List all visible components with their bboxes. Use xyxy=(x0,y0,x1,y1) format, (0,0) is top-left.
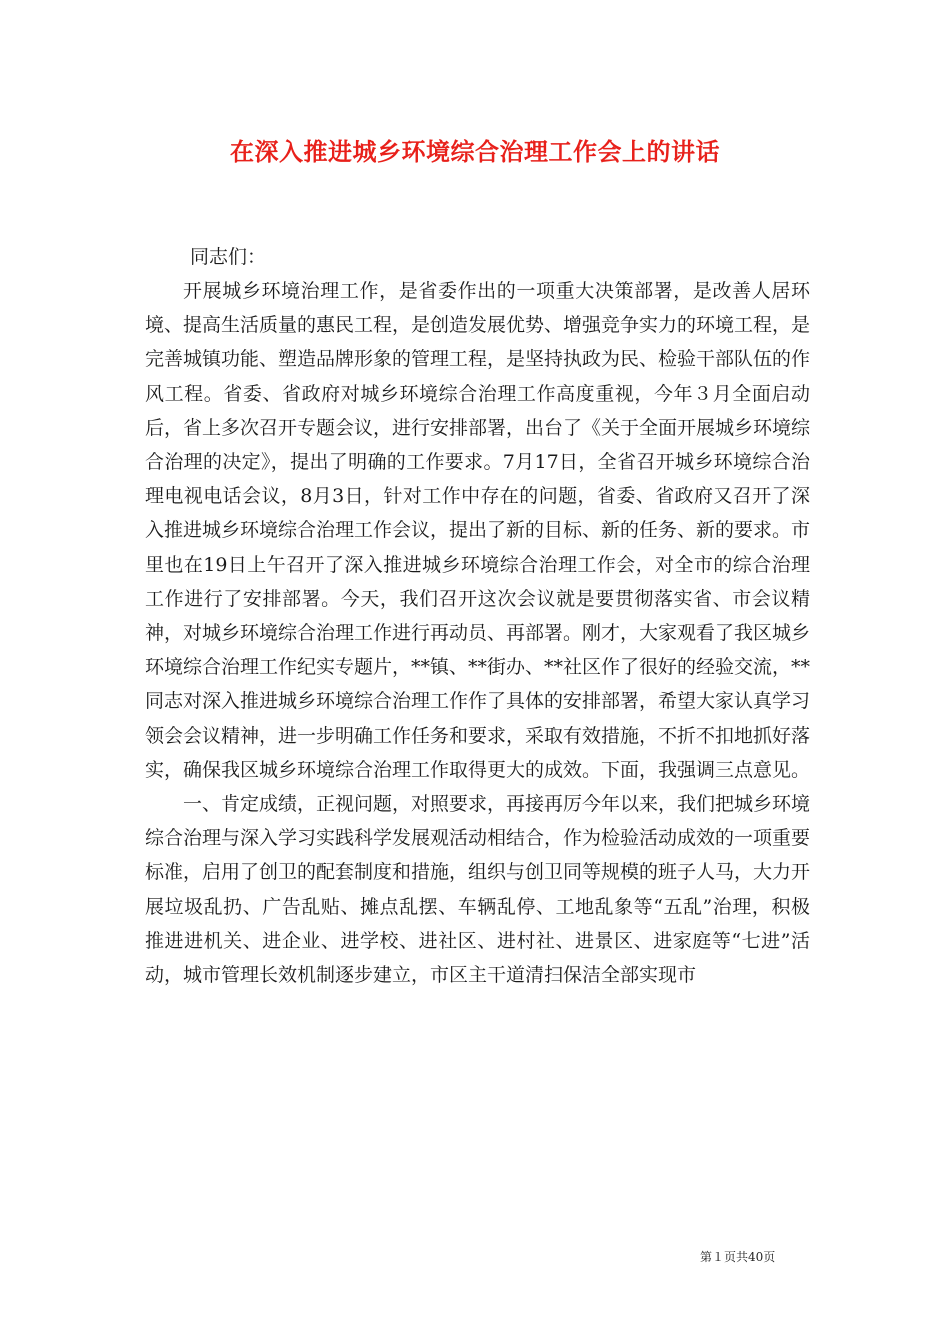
body-paragraph-2: 一、肯定成绩，正视问题，对照要求，再接再厉今年以来，我们把城乡环境综合治理与深入学习实践科学发展观活动相结合，作为检验活动成效的一项重要标准，启用了创卫的配套制度和措施，组织与创卫同等规模的班子人马，大力开展垃圾乱扔、广告乱贴、摊点乱摆、车辆乱停、工地乱象等“五乱”治理，积极推进进机关、进企业、进学校、进社区、进村社、进景区、进家庭等“七进”活动，城市管理长效机制逐步建立，市区主干道清扫保洁全部实现市 xyxy=(145,793,811,987)
page-number: 第１页共40页 xyxy=(700,1250,776,1264)
salutation: 同志们： xyxy=(190,246,267,268)
body-paragraph-1: 开展城乡环境治理工作，是省委作出的一项重大决策部署，是改善人居环境、提高生活质量的惠民工程，是创造发展优势、增强竞争实力的环境工程，是完善城镇功能、塑造品牌形象的管理工程，是坚持执政为民、检验干部队伍的作风工程。省委、省政府对城乡环境综合治理工作高度重视，今年３月全面启动后，省上多次召开专题会议，进行安排部署，出台了《关于全面开展城乡环境综合治理的决定》，提出了明确的工作要求。7月17日，全省召开城乡环境综合治理电视电话会议，8月3日，针对工作中存在的问题，省委、省政府又召开了深入推进城乡环境综合治理工作会议，提出了新的目标、新的任务、新的要求。市里也在19日上午召开了深入推进城乡环境综合治理工作会，对全市的综合治理工作进行了安排部署。今天，我们召开这次会议就是要贯彻落实省、市会议精神，对城乡环境综合治理工作进行再动员、再部署。刚才，大家观看了我区城乡环境综合治理工作纪实专题片，**镇、**街办、**社区作了很好的经验交流，**同志对深入推进城乡环境综合治理工作作了具体的安排部署，希望大家认真学习领会会议精神，进一步明确工作任务和要求，采取有效措施，不折不扣地抓好落实，确保我区城乡环境综合治理工作取得更大的成效。下面，我强调三点意见。 xyxy=(145,280,811,781)
document-body xyxy=(145,274,810,992)
document-title: 在深入推进城乡环境综合治理工作会上的讲话 xyxy=(230,137,720,166)
